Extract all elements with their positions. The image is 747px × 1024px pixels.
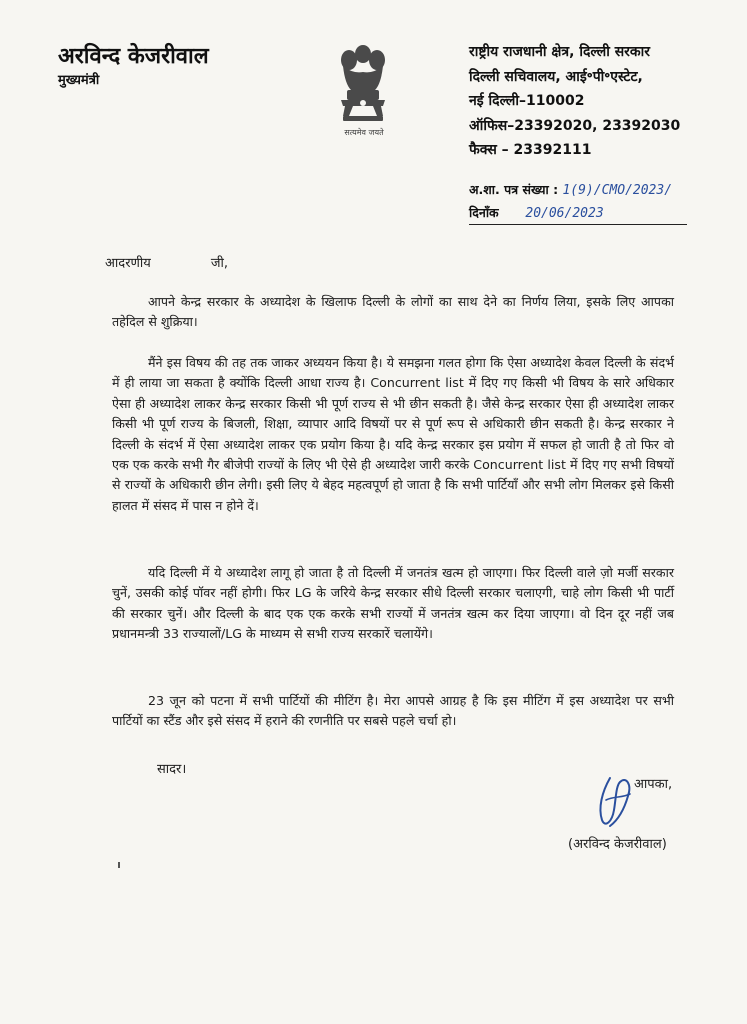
address-line: नई दिल्ली–110002 — [469, 93, 585, 110]
reference-value: 1(9)/CMO/2023/ — [562, 183, 673, 198]
office-address — [469, 40, 680, 163]
body-paragraph-2: मैंने इस विषय की तह तक जाकर अध्ययन किया है। ये समझना गलत होगा कि ऐसा अध्यादेश केवल दिल्ली के संदर्भ में ही लाया जा सकता है क्योंकि दिल्ली आधा राज्य है। Concurrent list में दिए गए किसी भी विषय के सारे अधिकार ऐसा ही अध्यादेश लाकर केन्द्र सरकार किसी भी पूर्ण राज्य से भी छीन सकती है। जैसे केन्द्र सरकार ऐसा ही अध्यादेश लाकर किसी भी पूर्ण राज्य के बिजली, शिक्षा, व्यापार आदि विषयों पर से पूर्ण रूप से अधिकारी छीन सकती है। केन्द्र सरकार ने दिल्ली के संदर्भ में ऐसा अध्यादेश लाकर एक प्रयोग किया है। यदि केन्द्र सरकार इस प्रयोग में सफल हो जाती है तो फिर वो एक एक करके सभी गैर बीजेपी राज्यों के लिए भी ऐसे ही अध्यादेश जारी करके Concurrent list में दिए गए सभी विषयों से राज्यों के अधिकारी छीन लेगी। इसी लिए ये बेहद महत्वपूर्ण हो जाता है कि सभी पार्टियाँ और सभी लोग मिलकर इसे किसी हालत में संसद में पास न होने दें। — [112, 355, 674, 513]
body-paragraph-1: आपने केन्द्र सरकार के अध्यादेश के खिलाफ दिल्ली के लोगों का साथ देने का निर्णय लिया, इसके लिए आपका तहेदिल से शुक्रिया। — [112, 294, 674, 330]
salutation-prefix: आदरणीय — [105, 256, 151, 271]
stray-mark — [117, 862, 121, 868]
closing: सादर। — [157, 762, 187, 777]
state-emblem-icon — [333, 40, 393, 140]
address-line: राष्ट्रीय राजधानी क्षेत्र, दिल्ली सरकार — [469, 44, 651, 60]
reference-number — [469, 181, 672, 198]
fax-line: फैक्स – 23392111 — [469, 142, 592, 159]
yours-sincerely: आपका, — [634, 777, 673, 792]
date-value: 20/06/2023 — [525, 206, 604, 221]
sender-title: मुख्यमंत्री — [58, 73, 100, 88]
letter-date — [469, 204, 604, 221]
phone-line: ऑफिस–23392020, 23392030 — [469, 117, 681, 134]
salutation-suffix: जी, — [210, 256, 228, 271]
body-paragraph-3: यदि दिल्ली में ये अध्यादेश लागू हो जाता है तो दिल्ली में जनतंत्र खत्म हो जाएगा। फिर दिल्ली वाले ज़ो मर्जी सरकार चुनें, उसकी कोई पॉवर नहीं होगी। फिर LG के जरिये केन्द्र सरकार सीधे दिल्ली सरकार चलाएगी, चाहे लोग किसी भी पार्टी की सरकार चुनें। और दिल्ली के बाद एक एक करके सभी राज्यों में जनतंत्र खत्म कर दिया जाएगा। वो दिन दूर नहीं जब प्रधानमन्त्री 33 राज्यालों/LG के माध्यम से सभी राज्य सरकारें चलायेंगे। — [112, 565, 674, 642]
salutation — [105, 253, 228, 271]
body-paragraph-4: 23 जून को पटना में सभी पार्टियों की मीटिंग है। मेरा आपसे आग्रह है कि इस मीटिंग में इस अध्यादेश पर सभी पार्टियों का स्टैंड और इसे संसद में हराने की रणनीति पर सबसे पहले चर्चा हो। — [112, 693, 674, 729]
reference-label: अ.शा. पत्र संख्या : — [469, 182, 559, 197]
emblem-motto: सत्यमेव जयते — [344, 128, 384, 137]
address-line: दिल्ली सचिवालय, आई॰पी॰एस्टेट, — [469, 68, 643, 85]
date-underline — [469, 224, 687, 225]
signatory-name: (अरविन्द केजरीवाल) — [568, 837, 667, 852]
date-label: दिनाँक — [469, 205, 499, 220]
sender-name: अरविन्द केजरीवाल — [58, 44, 209, 69]
